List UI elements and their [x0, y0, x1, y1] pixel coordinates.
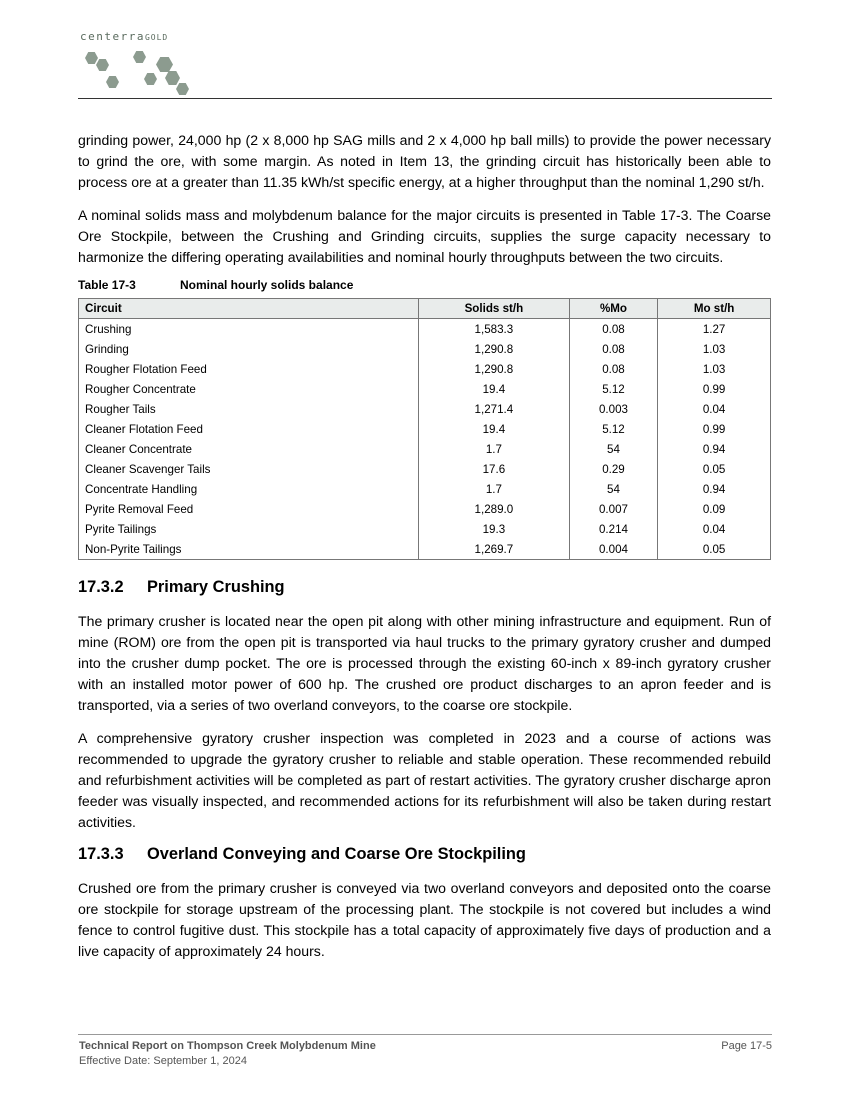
- col-header-solids: Solids st/h: [419, 299, 570, 319]
- footer-page-number: Page 17-5: [721, 1040, 772, 1052]
- cell-solids: 1.7: [419, 479, 570, 499]
- table-caption-title: Nominal hourly solids balance: [180, 278, 354, 292]
- cell-pct-mo: 54: [569, 439, 657, 459]
- table-row: [79, 479, 771, 499]
- cell-pct-mo: 5.12: [569, 419, 657, 439]
- cell-pct-mo: 54: [569, 479, 657, 499]
- table-row: [79, 499, 771, 519]
- cell-mo-sth: 1.03: [658, 359, 771, 379]
- col-header-pct-mo: %Mo: [569, 299, 657, 319]
- paragraph-primary-crusher: The primary crusher is located near the open pit along with other mining infrastructure and equipment. Run of mine (ROM) ore from the open pit is transported via haul trucks to the primary gyratory crusher and dumped into the crusher dump pocket. The ore is processed through the existing 60-inch x 89-inch gyratory crusher with an installed motor power of 600 hp. The crushed ore product discharges to an apron feeder and is transported, via a series of two overland conveyors, to the coarse ore stockpile.: [78, 613, 771, 713]
- paragraph-solids-balance: A nominal solids mass and molybdenum balance for the major circuits is presented in Table 17-3. The Coarse Ore Stockpile, between the Crushing and Grinding circuits, supplies the surge capacity necessary to harmonize the differing operating availabilities and nominal hourly throughputs between the two circuits.: [78, 207, 771, 265]
- cell-circuit: Pyrite Tailings: [79, 519, 419, 539]
- cell-solids: 17.6: [419, 459, 570, 479]
- cell-solids: 1,583.3: [419, 319, 570, 340]
- cell-mo-sth: 0.09: [658, 499, 771, 519]
- section-heading-17-3-3: [78, 845, 771, 864]
- cell-circuit: Grinding: [79, 339, 419, 359]
- cell-mo-sth: 0.99: [658, 419, 771, 439]
- hexagon-cluster-icon: [80, 43, 220, 95]
- logo-word-centerra: centerra: [80, 30, 145, 43]
- footer-rule: [78, 1034, 772, 1035]
- cell-pct-mo: 0.007: [569, 499, 657, 519]
- cell-solids: 1,271.4: [419, 399, 570, 419]
- cell-circuit: Non-Pyrite Tailings: [79, 539, 419, 560]
- paragraph-grinding-power: grinding power, 24,000 hp (2 x 8,000 hp SAG mills and 2 x 4,000 hp ball mills) to provide the power necessary to grind the ore, with some margin. As noted in Item 13, the grinding circuit has historically been able to process ore at a greater than 11.35 kWh/st specific energy, at a higher throughput than the nominal 1,290 st/h.: [78, 132, 771, 190]
- table-row: [79, 519, 771, 539]
- cell-circuit: Rougher Tails: [79, 399, 419, 419]
- cell-pct-mo: 0.214: [569, 519, 657, 539]
- table-body: [79, 319, 771, 560]
- section-number: 17.3.2: [78, 578, 124, 596]
- cell-mo-sth: 0.94: [658, 479, 771, 499]
- footer-effective-date: Effective Date: September 1, 2024: [79, 1055, 247, 1067]
- section-number: 17.3.3: [78, 845, 124, 863]
- logo-wordmark: [80, 30, 220, 43]
- cell-circuit: Concentrate Handling: [79, 479, 419, 499]
- table-row: [79, 379, 771, 399]
- cell-mo-sth: 1.03: [658, 339, 771, 359]
- cell-mo-sth: 0.04: [658, 519, 771, 539]
- cell-solids: 1,269.7: [419, 539, 570, 560]
- paragraph-overland-conveying: Crushed ore from the primary crusher is conveyed via two overland conveyors and deposited onto the coarse ore stockpile for storage upstream of the processing plant. The stockpile is not covered but includes a wind fence to control fugitive dust. This stockpile has a total capacity of approximately five days of production and a live capacity of approximately 24 hours.: [78, 880, 771, 959]
- col-header-mo-sth: Mo st/h: [658, 299, 771, 319]
- col-header-circuit: Circuit: [79, 299, 419, 319]
- table-caption: [78, 278, 771, 292]
- table-row: [79, 419, 771, 439]
- cell-solids: 19.4: [419, 419, 570, 439]
- table-row: [79, 359, 771, 379]
- table-row: [79, 439, 771, 459]
- cell-pct-mo: 0.003: [569, 399, 657, 419]
- table-row: [79, 319, 771, 340]
- cell-solids: 19.4: [419, 379, 570, 399]
- table-row: [79, 399, 771, 419]
- cell-mo-sth: 0.05: [658, 539, 771, 560]
- page-footer: [79, 1039, 772, 1069]
- footer-report-title: Technical Report on Thompson Creek Molybdenum Mine: [79, 1040, 376, 1052]
- section-heading-17-3-2: [78, 578, 771, 597]
- table-caption-number: Table 17-3: [78, 278, 136, 292]
- cell-circuit: Pyrite Removal Feed: [79, 499, 419, 519]
- cell-solids: 1,289.0: [419, 499, 570, 519]
- cell-circuit: Cleaner Scavenger Tails: [79, 459, 419, 479]
- page-body: [78, 130, 771, 974]
- cell-pct-mo: 0.08: [569, 359, 657, 379]
- cell-solids: 1.7: [419, 439, 570, 459]
- section-title: Overland Conveying and Coarse Ore Stockpiling: [147, 845, 526, 863]
- cell-pct-mo: 5.12: [569, 379, 657, 399]
- logo-word-gold: GOLD: [144, 33, 169, 42]
- cell-mo-sth: 0.94: [658, 439, 771, 459]
- cell-pct-mo: 0.08: [569, 319, 657, 340]
- cell-mo-sth: 0.05: [658, 459, 771, 479]
- cell-solids: 1,290.8: [419, 339, 570, 359]
- cell-pct-mo: 0.08: [569, 339, 657, 359]
- cell-circuit: Rougher Flotation Feed: [79, 359, 419, 379]
- cell-pct-mo: 0.004: [569, 539, 657, 560]
- table-header-row: [79, 299, 771, 319]
- table-row: [79, 459, 771, 479]
- header-rule: [78, 98, 772, 99]
- company-logo: [80, 30, 220, 94]
- solids-balance-table: [78, 298, 771, 560]
- paragraph-crusher-inspection: A comprehensive gyratory crusher inspection was completed in 2023 and a course of actions was recommended to upgrade the gyratory crusher to reliable and stable operation. These recommended rebuild and refurbishment activities will be completed as part of restart activities. The gyratory crusher discharge apron feeder was visually inspected, and recommended actions for its refurbishment will also be taken during restart activities.: [78, 730, 771, 830]
- table-row: [79, 339, 771, 359]
- cell-circuit: Crushing: [79, 319, 419, 340]
- cell-circuit: Cleaner Concentrate: [79, 439, 419, 459]
- table-row: [79, 539, 771, 560]
- cell-mo-sth: 1.27: [658, 319, 771, 340]
- cell-solids: 1,290.8: [419, 359, 570, 379]
- cell-mo-sth: 0.04: [658, 399, 771, 419]
- cell-mo-sth: 0.99: [658, 379, 771, 399]
- cell-circuit: Cleaner Flotation Feed: [79, 419, 419, 439]
- cell-pct-mo: 0.29: [569, 459, 657, 479]
- cell-solids: 19.3: [419, 519, 570, 539]
- cell-circuit: Rougher Concentrate: [79, 379, 419, 399]
- section-title: Primary Crushing: [147, 578, 285, 596]
